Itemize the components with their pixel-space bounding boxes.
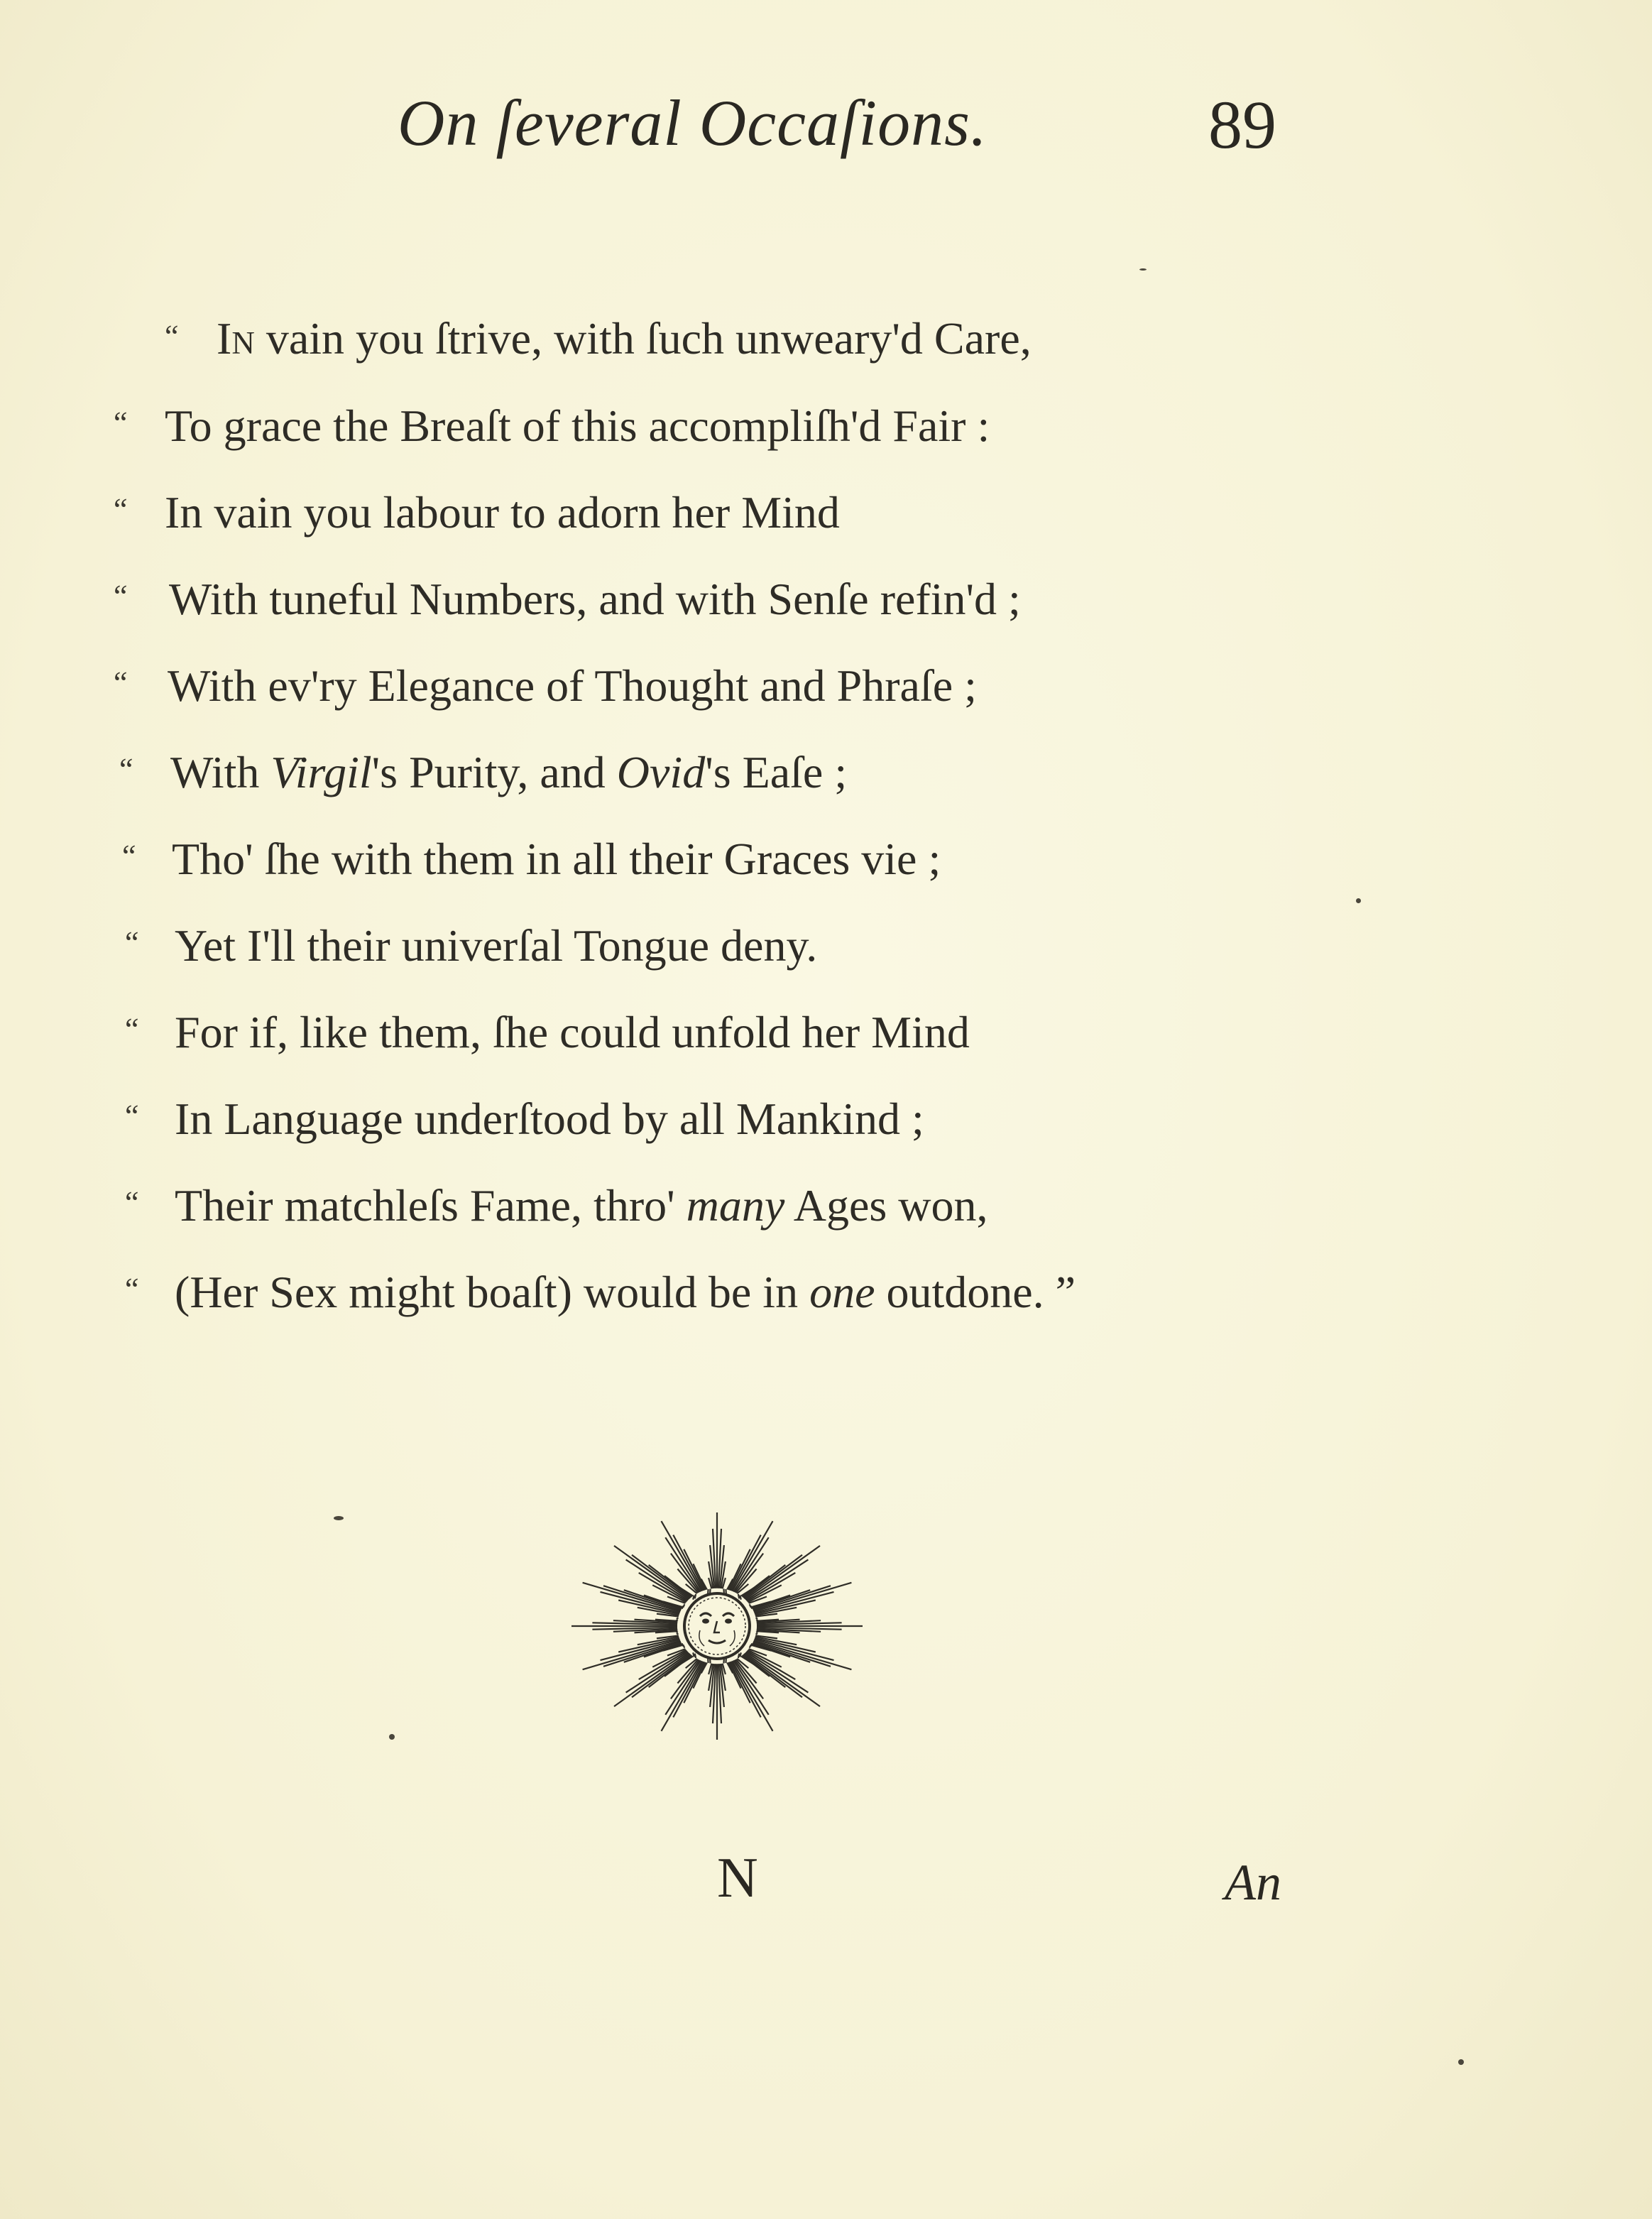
sun-ray-stroke xyxy=(693,1596,694,1600)
catchword: An xyxy=(1225,1854,1281,1911)
sun-ray-stroke xyxy=(743,1565,786,1598)
margin-quote-mark: “ xyxy=(125,1098,139,1133)
poem-line-6-middle: 's Purity, and xyxy=(371,747,606,797)
poem-line-6-ovid: Ovid xyxy=(616,747,706,797)
margin-quote-mark: “ xyxy=(125,1272,139,1307)
margin-quote-mark: “ xyxy=(119,752,133,787)
ink-speck xyxy=(1139,268,1147,271)
sun-ray-stroke xyxy=(745,1546,820,1600)
poem-line-6-end: 's Eaſe ; xyxy=(705,747,848,797)
running-title: On ſeveral Occaſions. xyxy=(398,87,988,159)
poem-line-11-start: Their matchleſs Fame, thro' xyxy=(175,1180,675,1231)
poem-line-12-one: one xyxy=(809,1267,875,1317)
poem-line-5: With ev'ry Elegance of Thought and Phraſe ; xyxy=(168,660,977,711)
poem-line-2: To grace the Breaſt of this accompliſh'd Fair : xyxy=(165,400,990,451)
sun-ray-stroke xyxy=(614,1653,689,1707)
poem-line-1-rest: vain you ſtrive, with ſuch unweary'd Care, xyxy=(266,313,1032,364)
poem-line-12 xyxy=(175,1266,1076,1319)
poem-line-8: Yet I'll their univerſal Tongue deny. xyxy=(175,920,818,971)
poem-line-12-end: outdone. ” xyxy=(886,1267,1076,1317)
sun-ray-stroke xyxy=(677,1618,679,1619)
sun-ray-stroke xyxy=(683,1604,684,1607)
poem-line-4: With tuneful Numbers, and with Senſe refin'd ; xyxy=(169,574,1021,624)
sun-ray-stroke xyxy=(695,1594,696,1598)
poem-line-11 xyxy=(175,1179,988,1232)
margin-quote-mark: “ xyxy=(125,1012,139,1047)
sun-ray-stroke xyxy=(738,1594,739,1598)
margin-quote-mark: “ xyxy=(125,925,139,960)
ink-speck xyxy=(334,1516,344,1520)
sun-ray-stroke xyxy=(756,1618,758,1619)
sun-ray-stroke xyxy=(745,1653,820,1707)
sun-ray-stroke xyxy=(649,1565,691,1598)
signature-mark: N xyxy=(717,1847,758,1909)
poem-line-7: Tho' ſhe with them in all their Graces vie ; xyxy=(172,834,941,884)
poem-line-1-initial: In xyxy=(217,313,255,364)
poem-line-6 xyxy=(170,746,847,799)
poem-line-9: For if, like them, ſhe could unfold her Mind xyxy=(175,1007,970,1057)
sun-ray-stroke xyxy=(738,1654,739,1658)
poem-line-3: In vain you labour to adorn her Mind xyxy=(165,487,840,538)
margin-quote-mark: “ xyxy=(114,665,128,700)
margin-quote-mark: “ xyxy=(114,405,128,440)
poem-line-11-end: Ages won, xyxy=(793,1180,988,1231)
sun-ray-stroke xyxy=(754,1640,852,1669)
ink-speck xyxy=(1356,898,1361,903)
sun-ray-stroke xyxy=(756,1633,758,1635)
sun-ray-stroke xyxy=(750,1645,751,1647)
sun-face-ornament-icon xyxy=(561,1505,873,1747)
ink-speck xyxy=(389,1734,395,1740)
sun-ray-stroke xyxy=(693,1652,694,1657)
poem-line-6-start: With xyxy=(170,747,260,797)
sun-ray-stroke xyxy=(754,1583,852,1612)
sun-ray-stroke xyxy=(740,1652,741,1657)
poem-line-6-virgil: Virgil xyxy=(270,747,372,797)
sun-ray-stroke xyxy=(677,1633,679,1635)
margin-quote-mark: “ xyxy=(114,492,128,527)
poem-line-11-many: many xyxy=(686,1180,785,1231)
ink-speck xyxy=(1458,2059,1464,2065)
sun-ray-stroke xyxy=(583,1583,681,1612)
sun-ray-stroke xyxy=(740,1596,741,1600)
sun-ray-stroke xyxy=(614,1546,689,1600)
page-number: 89 xyxy=(1208,87,1276,163)
sun-ray-stroke xyxy=(649,1654,691,1687)
poem-line-10: In Language underſtood by all Mankind ; xyxy=(175,1094,924,1144)
sun-ray-stroke xyxy=(583,1640,681,1669)
sun-ray-stroke xyxy=(743,1654,786,1687)
poem-line-12-start: (Her Sex might boaſt) would be in xyxy=(175,1267,799,1317)
poem-line-1 xyxy=(217,312,1032,365)
margin-quote-mark: “ xyxy=(125,1185,139,1220)
sun-ray-stroke xyxy=(695,1654,696,1658)
opening-quote-mark: “ xyxy=(165,319,179,354)
margin-quote-mark: “ xyxy=(122,839,136,873)
margin-quote-mark: “ xyxy=(114,579,128,614)
